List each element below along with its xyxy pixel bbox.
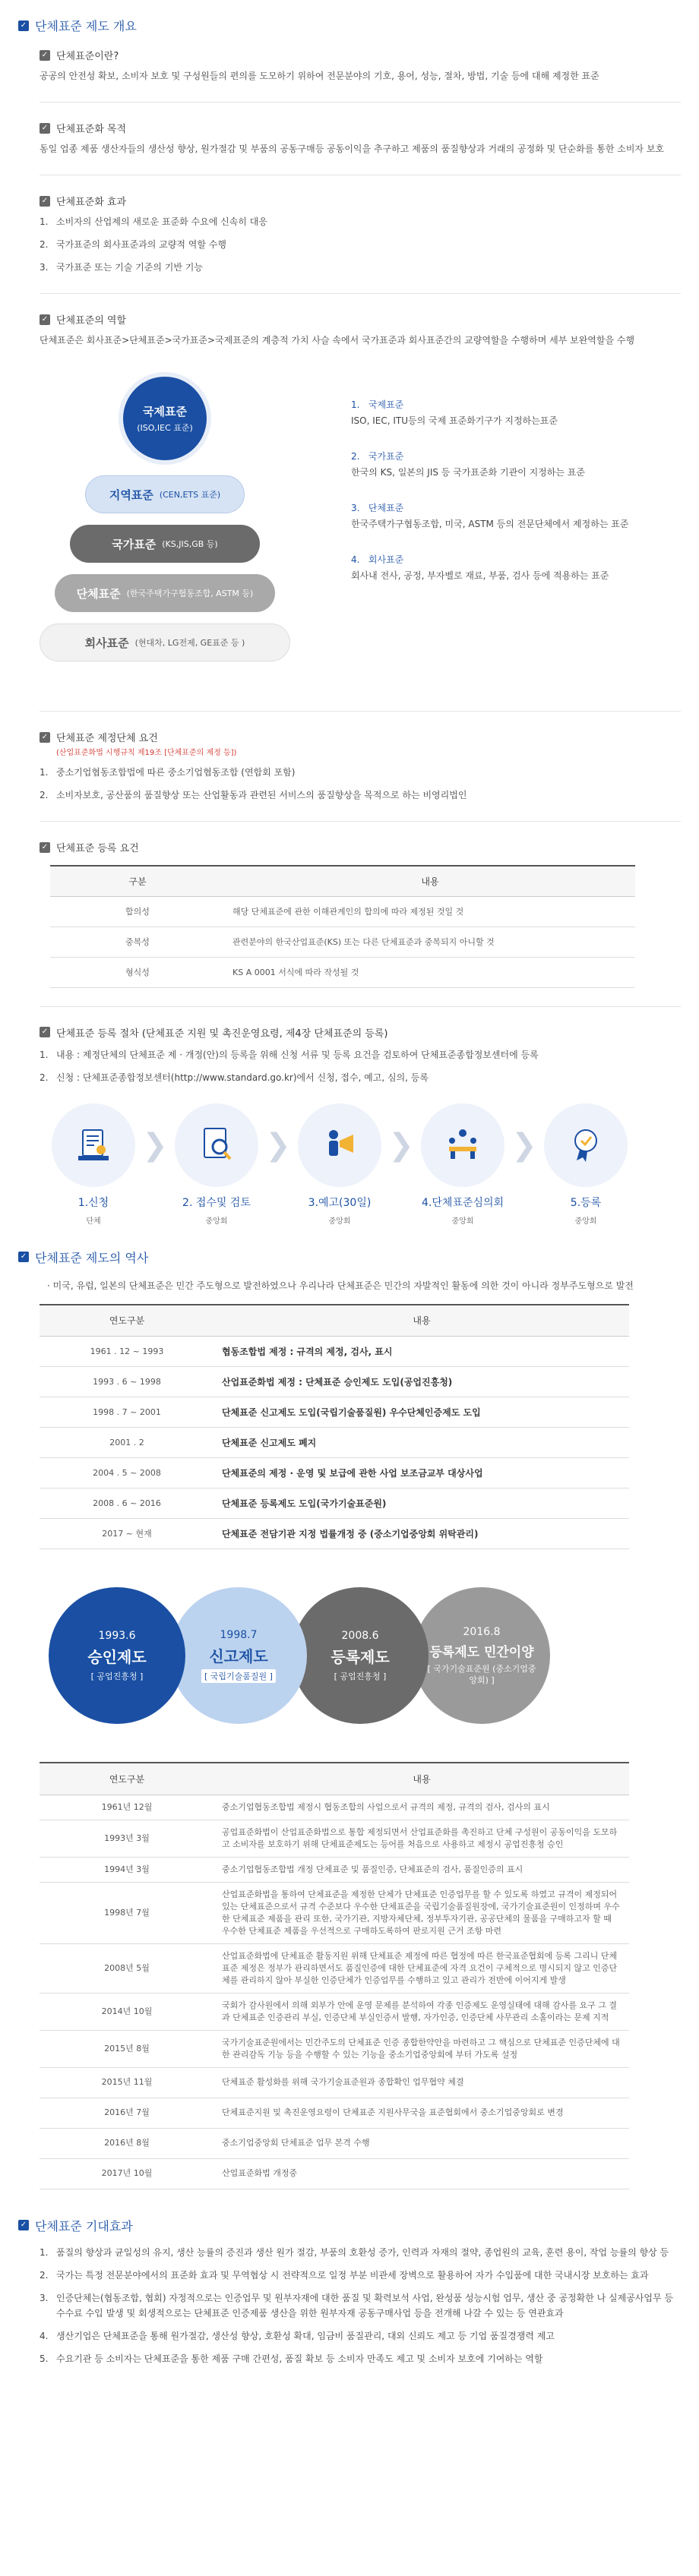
table-row: 형식성 KS A 0001 서식에 따라 작성될 것 [50,957,635,987]
section-title-history: ✓ 단체표준 제도의 역사 [18,1249,681,1266]
list-item: 5. 수요기관 등 소비자는 단체표준을 통한 제품 구매 간편성, 품질 확보 등 소비자 만족도 제고 및 소비자 보호에 기여하는 역할 [40,2353,543,2364]
definition-text: 공공의 안전성 확보, 소비자 보호 및 구성원들의 편의를 도모하기 위하여 전문분야의 기호, 용어, 성능, 절차, 방법, 기술 등에 대해 제정한 표준 [40,71,599,81]
history-table [40,1304,629,1550]
divider [40,293,681,294]
timeline-report: 1998.7 신고제도 [ 국립기술품질원 ] [170,1587,307,1724]
table-row: 합의성 해당 단체표준에 관한 이해관계인의 합의에 따라 제정된 것일 것 [50,896,635,927]
pyramid-level-national: 국가표준 (KS,JIS,GB 등) [70,525,260,563]
megaphone-icon [317,1122,362,1168]
timeline-private-transfer: 2016.8 등록제도 민간이양 [ 국가기술표준원 (중소기업중앙회) ] [413,1587,550,1724]
table-row: 2015년 8월 국가기술표준원에서는 민간주도의 단체표준 인증 종합한약안을 마련하고 그 핵심으로 단체표준 인증단체에 대한 관리감독 기능 등을 수행할 수 있는 기능을 중소기업중앙회에 부터 가도록 설정 [40,2030,629,2067]
checkbox-icon: ✓ [40,196,50,207]
step-actor: 중앙회 [328,1217,351,1226]
step-actor: 중앙회 [451,1217,474,1226]
pyramid-level-company: 회사표준 (현대차, LG전제, GE표준 등 ) [40,623,290,661]
column-header: 내용 [214,1763,629,1795]
list-item: 4. 생산기업은 단체표준을 통해 원가절감, 생산성 향상, 호환성 확대, 임금비 품질관리, 대외 신뢰도 제고 등 기업 품질경쟁력 제고 [40,2330,555,2341]
legal-reference: (산업표준화법 시행규칙 제19조 [단체표준의 제정 등]) [56,749,237,757]
checkbox-icon: ✓ [18,21,29,31]
history-intro: · 미국, 유럽, 일본의 단체표준은 민간 주도형으로 발전하였으나 우리나라 단체표준은 민간의 자발적인 활동에 의한 것이 아니라 정부주도형으로 발전 [47,1280,634,1291]
list-item: 3. 국가표준 또는 기술 기준의 기반 기능 [40,262,203,273]
checkbox-icon: ✓ [40,1027,50,1037]
table-row: 1994년 3월 중소기업협동조합법 개정 단체표준 및 품질인증, 단체표준의 검사, 품질인증의 표시 [40,1857,629,1882]
divider [40,711,681,712]
checkbox-icon: ✓ [40,732,50,743]
history-timeline-circles [49,1572,681,1747]
divider [40,102,681,103]
table-row: 2017 ~ 현재 단체표준 전담기관 지정 법률개정 중 (중소기업중앙회 위탁관리) [40,1519,629,1549]
table-row: 2008년 5월 산업표준화법에 단체표준 활동지원 위해 단체표준 제정에 따른 협정에 따른 한국표준협회에 등록 그리니 단체표준 제정은 정부가 관리하면서도 품질인증에 대한 단체표준에 자격 요건이 구체적으로 명시되지 않고 인증단체를 관리하지 않아 부실한 인증단체가 인증업무를 수행하고 있고 관리가 전반에 이어지게 발생 [40,1943,629,1993]
org-requirements-list [40,765,681,803]
registration-steps [49,1103,681,1226]
org-requirements-block [18,730,681,803]
effects-heading: 단체표준화 효과 [56,197,127,208]
table-row: 2017년 10월 산업표준화법 개정중 [40,2158,629,2189]
registered-badge-icon [563,1122,609,1168]
column-header: 구분 [50,866,225,896]
registration-procedure-list [40,1047,681,1085]
section-title-overview: ✓ 단체표준 제도 개요 [18,17,681,34]
registration-requirements-heading: 단체표준 등록 요건 [56,843,139,854]
effects-block [18,194,681,275]
table-row: 1998년 7월 산업표준화법을 통하여 단체표준을 제정한 단체가 단체표준 인증업무를 할 수 있도록 하였고 규격이 제정되어 있는 단체표준으로서 규격 수준보다 우수한 단체표준을 국립기술품질원장에, 국가기술표준원이 인정하며 우수한 단체표준 제품을 관리 또한, 국가기관, 지방자체단체, 정부투자기관, 공공단체의 물품을 구매하고자 할 때 우수한 단체표준 제품을 우선적으로 구매하도록하여 판로지원 근거 조항 마련 [40,1882,629,1943]
step-label: 3.예고(30일) [308,1196,372,1209]
committee-meeting-icon [440,1122,486,1168]
list-item: 3. 인증단체는(협동조합, 협회) 자정적으로는 인증업무 및 원부자재에 대한 품질 및 확력보석 사업, 완성품 성능시험 업무, 생산 중 공정확한 나 실제공사업무 등 수수료 수입 발생 및 회생적으로는 단체표준 인증제품 생산을 위한 원부자재 공동구매사업 등을 전개해 나갈 수 있는 등 연관효과 [40,2292,673,2319]
table-row: 1998 . 7 ~ 2001 단체표준 신고제도 도입(국립기술품질원) 우수단체인증제도 도입 [40,1397,629,1428]
pyramid-level-regional: 지역표준 (CEN,ETS 표준) [85,475,245,513]
list-item: 1. 소비자의 산업제의 새로운 표준화 수요에 신속히 대응 [40,216,267,227]
step-notice [295,1103,384,1226]
section-title-expected-effects: ✓ 단체표준 기대효과 [18,2217,681,2234]
table-row: 2008 . 6 ~ 2016 단체표준 등록제도 도입(국가기술표준원) [40,1488,629,1519]
list-item: 2. 신청 : 단체표준종합정보센터(http://www.standard.go.kr)에서 신청, 접수, 예고, 심의, 등록 [40,1072,429,1083]
step-label: 1.신청 [77,1196,109,1209]
table-row: 중복성 관련분야의 한국산업표준(KS) 또는 다른 단체표준과 중복되지 아니할 것 [50,927,635,957]
role-text: 단체표준은 회사표준>단체표준>국가표준>국제표준의 계층적 가치 사슬 속에서 국가표준과 회사표준간의 교량역할을 수행하며 세부 보완역할을 수행 [40,335,635,346]
divider [40,1006,681,1007]
column-header: 내용 [225,866,635,896]
step-apply [49,1103,138,1226]
table-row: 1993 . 6 ~ 1998 산업표준화법 제정 : 단체표준 승인제도 도입(공업진흥청) [40,1367,629,1397]
table-row: 1993년 3월 공업표준화법이 산업표준화법으로 통합 제정되면서 산업표준화를 촉진하고 단체 구성원이 공동이익을 도모하고 소비자를 보호하기 위해 단체표준제도는 등어를 처음으로 사용하고 제정시 공업진흥청 승인 [40,1820,629,1857]
step-committee [418,1103,508,1226]
list-item: 1. 품질의 향상과 균일성의 유지, 생산 능률의 증진과 생산 원가 절감, 부품의 호환성 증가, 인력과 자재의 절약, 종업원의 교육, 훈련 용이, 작업 능률의 향상 등 [40,2246,669,2258]
table-row: 2016년 8월 중소기업중앙회 단체표준 업무 본격 수행 [40,2128,629,2158]
step-actor: 중앙회 [205,1217,228,1226]
definition-block [18,48,681,84]
step-label: 5.등록 [570,1196,602,1209]
column-header: 내용 [214,1305,629,1337]
purpose-heading: 단체표준화 목적 [56,124,127,135]
step-label: 2. 접수및 검토 [182,1196,251,1209]
checkbox-icon: ✓ [40,123,50,134]
table-row: 1961 . 12 ~ 1993 협동조합법 제정 : 규격의 제정, 검사, 표시 [40,1337,629,1367]
legend-item: 4. 회사표준 회사내 전사, 공정, 부자벨로 재료, 부품, 검사 등에 적용하는 표준 [351,554,609,581]
list-item: 1. 중소기업협동조합법에 따른 중소기업협동조합 (연합회 포함) [40,767,296,778]
column-header: 연도구분 [40,1305,214,1337]
list-item: 1. 내용 : 제정단체의 단체표준 제 · 개정(안)의 등록을 위해 신청 서류 및 등록 요건을 검토하여 단체표준종합정보센터에 등록 [40,1049,539,1060]
chevron-right-icon: ❯ [265,1127,291,1163]
checkbox-icon: ✓ [18,2220,29,2230]
list-item: 2. 소비자보호, 공산품의 품질향상 또는 산업활동과 관련된 서비스의 품질향상을 목적으로 하는 비영리법인 [40,790,467,800]
checkbox-icon: ✓ [40,314,50,325]
list-item: 2. 국가는 특정 전문분야에서의 표준화 효과 및 무역협상 시 전략적으로 일정 부분 비관세 장벽으로 활용하여 자가 수입품에 대한 국내시장 보호하는 효과 [40,2269,649,2281]
table-row: 2014년 10월 국회가 감사원에서 의해 외부가 안에 운영 문제를 분석하여 각종 인증제도 운영실태에 대해 감사를 요구 그 결과 단체표준 인증관리 부실, 인증단체 부실인증서 발행, 자가인증, 인증단체 사무관리 소홀이라는 문제 지적 [40,1993,629,2030]
step-register [541,1103,631,1226]
expected-effects-list [40,2245,681,2366]
standards-pyramid-diagram [40,369,681,688]
timeline-approval: 1993.6 승인제도 [ 공업진흥청 ] [49,1587,185,1724]
checkbox-icon: ✓ [40,50,50,61]
list-item: 2. 국가표준의 회사표준과의 교량적 역할 수행 [40,239,226,250]
registration-procedure-heading: 단체표준 등록 절차 (단체표준 지원 및 촉진운영요령, 제4장 단체표준의 등록) [56,1028,388,1040]
pyramid-level-group: 단체표준 (한국주택가구협동조합, ASTM 등) [55,574,275,612]
chevron-right-icon: ❯ [142,1127,168,1163]
org-requirements-heading: 단체표준 제정단체 요건 [56,733,158,744]
step-actor: 중앙회 [574,1217,597,1226]
step-label: 4.단체표준심의회 [421,1196,504,1209]
table-row: 2004 . 5 ~ 2008 단체표준의 제정 · 운영 및 보급에 관한 사업 보조금교부 대상사업 [40,1458,629,1488]
table-row: 1961년 12월 중소기업협동조합법 제정시 협동조합의 사업으로서 규격의 제정, 규격의 검사, 검사의 표시 [40,1795,629,1820]
checkbox-icon: ✓ [18,1252,29,1262]
legend-item: 2. 국가표준 한국의 KS, 일본의 JIS 등 국가표준화 기관이 지정하는 표준 [351,451,585,478]
step-actor: 단체 [86,1217,101,1226]
pyramid-level-international: 국제표준 (ISO,IEC 표준) [123,377,207,460]
effects-list [40,214,681,275]
definition-heading: 단체표준이란? [56,51,119,62]
legend-item: 3. 단체표준 한국주택가구협동조합, 미국, ASTM 등의 전문단체에서 제정하는 표준 [351,503,629,529]
purpose-text: 동일 업종 제품 생산자들의 생산성 향상, 원가절감 및 부품의 공동구매등 공동이익을 추구하고 제품의 품질향상과 거래의 공정화 및 단순화를 통한 소비자 보호 [40,144,664,154]
table-row: 2001 . 2 단체표준 신고제도 폐지 [40,1428,629,1458]
timeline-registration: 2008.6 등록제도 [ 공업진흥청 ] [292,1587,429,1724]
checkbox-icon: ✓ [40,842,50,853]
document-search-icon [194,1122,239,1168]
table-row: 2015년 11월 단체표준 활성화를 위해 국가기술표준원과 종합확인 업무협약 체결 [40,2067,629,2098]
registration-requirements-table [50,865,635,988]
step-review [172,1103,261,1226]
history-detail-table [40,1762,629,2189]
registration-procedure-block [18,1025,681,1226]
standard-levels-legend [351,398,647,605]
divider [40,821,681,822]
purpose-block [18,121,681,156]
chevron-right-icon: ❯ [511,1127,537,1163]
registration-requirements-block [18,840,681,988]
role-block [18,312,681,688]
application-document-icon [71,1122,116,1168]
role-heading: 단체표준의 역할 [56,315,127,327]
column-header: 연도구분 [40,1763,214,1795]
legend-item: 1. 국제표준 ISO, IEC, ITU등의 국제 표준화기구가 지정하는표준 [351,399,558,426]
table-row: 2016년 7월 단체표준지원 및 촉진운영요령이 단체표준 지원사무국을 표준협회에서 중소기업중앙회로 변경 [40,2098,629,2128]
chevron-right-icon: ❯ [388,1127,414,1163]
